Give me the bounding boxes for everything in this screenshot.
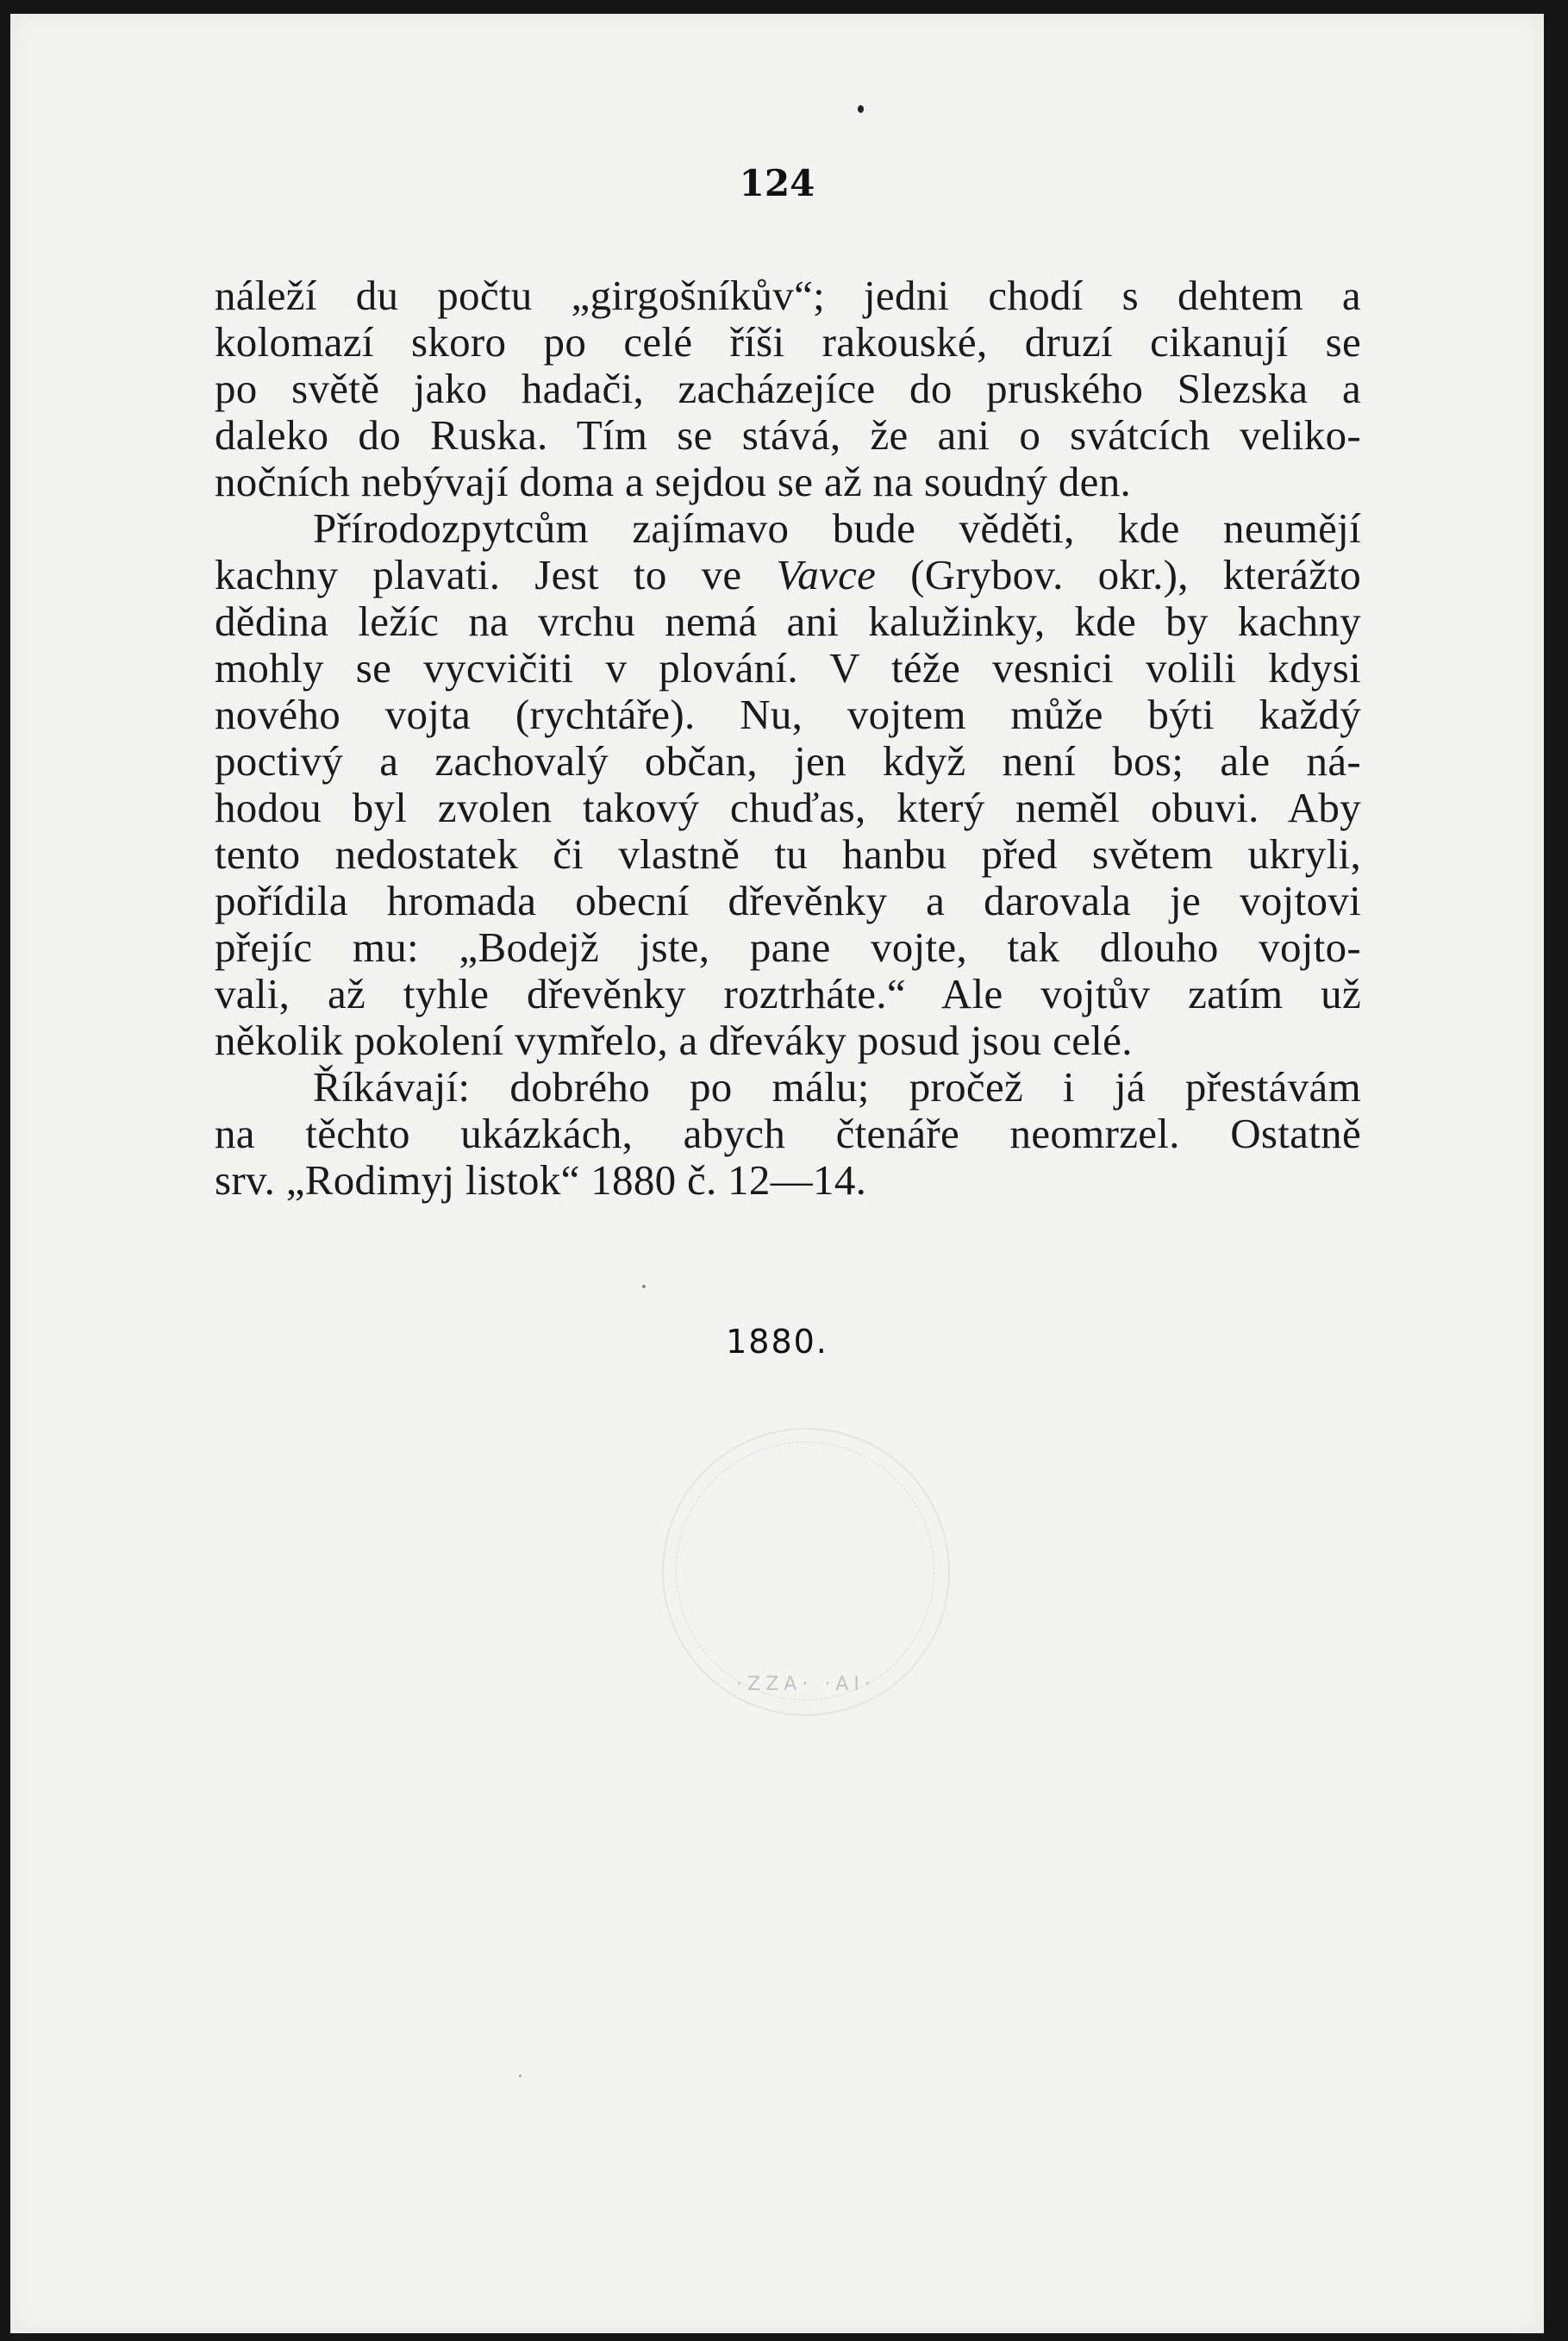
text-line: srv. „Rodimyj listok“ 1880 č. 12—14. xyxy=(215,1156,867,1204)
page-number: 124 xyxy=(739,162,815,204)
text-line: na těchto ukázkách, abych čtenáře neomrzel. Ostatně xyxy=(215,1110,1361,1157)
body-text xyxy=(215,272,1361,1204)
text-segment: (Grybov. okr.), kterážto xyxy=(876,551,1361,598)
stamp-inner-ring xyxy=(676,1442,934,1700)
ink-speck xyxy=(858,105,864,113)
text-line: kolomazí skoro po celé říši rakouské, druzí cikanují se xyxy=(215,318,1361,366)
text-segment: kachny plavati. Jest to ve xyxy=(215,551,777,598)
text-line: Říkávají: dobrého po málu; pročež i já přestávám xyxy=(313,1063,1361,1111)
text-line: po světě jako hadači, zacházejíce do pruského Slezska a xyxy=(215,365,1361,412)
text-line: Přírodozpytcům zajímavo bude věděti, kde neumějí xyxy=(313,504,1361,552)
text-line: daleko do Ruska. Tím se stává, že ani o svátcích veliko- xyxy=(215,411,1361,459)
text-line: hodou byl zvolen takový chuďas, který neměl obuvi. Aby xyxy=(215,784,1361,831)
text-line: několik pokolení vymřelo, a dřeváky posud jsou celé. xyxy=(215,1017,1133,1064)
book-page xyxy=(10,14,1544,2333)
ink-speck xyxy=(519,2075,522,2077)
text-line: vali, až tyhle dřevěnky roztrháte.“ Ale vojtův zatím už xyxy=(215,970,1361,1017)
text-line: nočních nebývají doma a sejdou se až na soudný den. xyxy=(215,458,1132,505)
ink-speck xyxy=(642,1285,646,1288)
library-stamp xyxy=(662,1428,950,1716)
text-line-with-italic xyxy=(215,552,1361,598)
text-line: mohly se vycvičiti v plování. V téže vesnici volili kdysi xyxy=(215,644,1361,692)
section-heading-year: 1880. xyxy=(726,1323,828,1361)
text-line: nového vojta (rychtáře). Nu, vojtem může býti každý xyxy=(215,691,1361,738)
text-line: pořídila hromada obecní dřevěnky a darovala je vojtovi xyxy=(215,877,1361,924)
text-line: poctivý a zachovalý občan, jen když není bos; ale ná- xyxy=(215,737,1361,785)
text-line: náleží du počtu „girgošníkův“; jedni chodí s dehtem a xyxy=(215,272,1361,319)
text-line: dědina ležíc na vrchu nemá ani kalužinky, kde by kachny xyxy=(215,598,1361,645)
text-line: přejíc mu: „Bodejž jste, pane vojte, tak dlouho vojto- xyxy=(215,923,1361,971)
italic-place-name: Vavce xyxy=(776,551,877,598)
text-line: tento nedostatek či vlastně tu hanbu před světem ukryli, xyxy=(215,830,1361,878)
stamp-text: ·ZZA· ·AI· xyxy=(736,1674,876,1695)
